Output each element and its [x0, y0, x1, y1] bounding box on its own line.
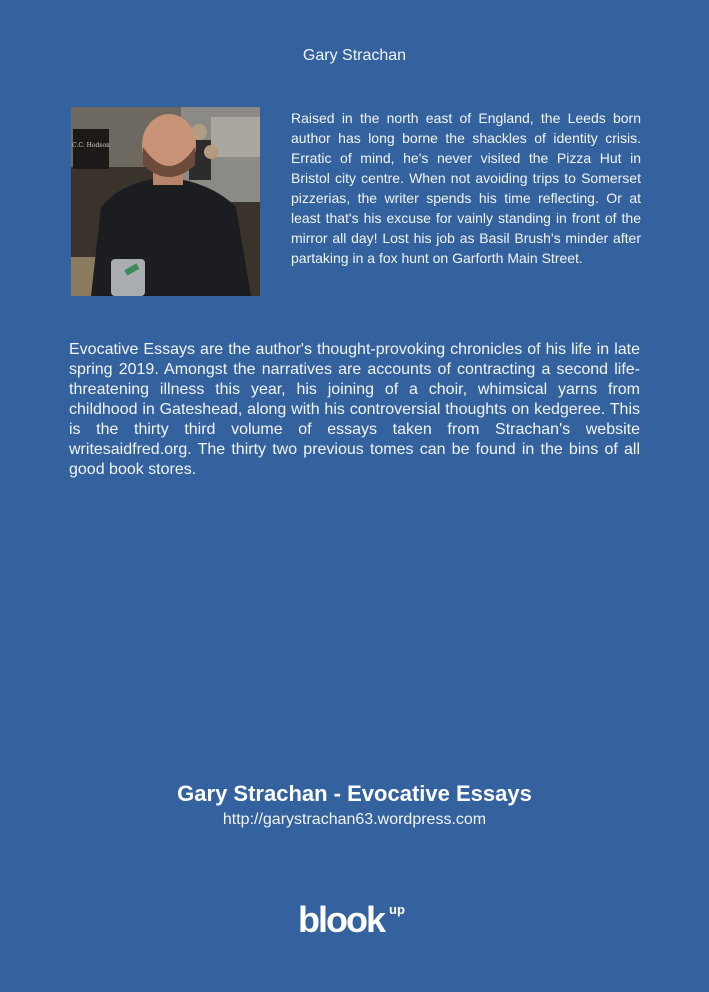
author-bio: Raised in the north east of England, the Leeds born author has long borne the shackles of identity crisis. Erratic of mind, he's never visited the Pizza Hut in Bristol city centre. When not avoiding trips to Somerset pizzerias, the writer spends his time reflecting. Or at least that's his excuse for vainly standing in front of the mirror all day! Lost his job as Basil Brush's minder after partaking in a fox hunt on Garforth Main Street.: [291, 110, 641, 266]
author-name-header: Gary Strachan: [302, 47, 407, 64]
logo-superscript: up: [389, 902, 405, 917]
photo-sign-text: C.C. Hodson: [72, 142, 110, 149]
author-photo: [71, 107, 260, 296]
logo-main-text: blook: [298, 899, 384, 940]
author-website-url: http://garystrachan63.wordpress.com: [222, 811, 487, 828]
book-title: Gary Strachan - Evocative Essays: [177, 781, 532, 806]
author-photo-image: [71, 107, 260, 296]
blookup-logo: [298, 900, 414, 940]
book-description: Evocative Essays are the author's thought-provoking chronicles of his life in late spring 2019. Amongst the narratives are accounts of contracting a second life-threatening illness this year, his joining of a choir, whimsical yarns from childhood in Gateshead, along with his controversial thoughts on kedgeree. This is the thirty third volume of essays taken from Strachan's website writesaidfred.org. The thirty two previous tomes can be found in the bins of all good book stores.: [69, 341, 640, 478]
